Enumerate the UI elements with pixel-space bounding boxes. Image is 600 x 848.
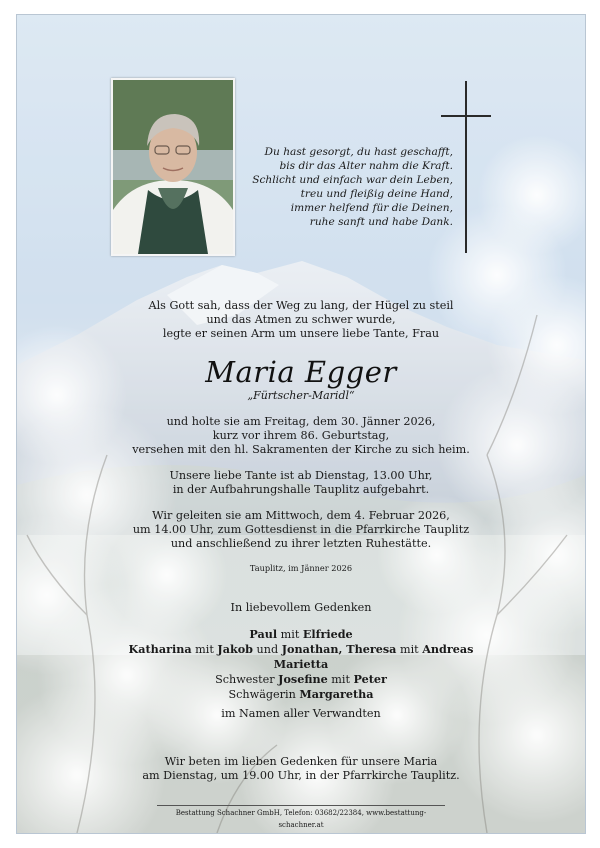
mourners-list	[17, 627, 585, 702]
poem-line: Schlicht und einfach war dein Leben,	[252, 174, 453, 186]
relation: Schwester	[215, 673, 279, 686]
prayer-text	[17, 755, 585, 783]
death-line: versehen mit den hl. Sakramenten der Kirche zu sich heim.	[132, 443, 470, 456]
mourner-name: Jonathan, Theresa	[281, 642, 397, 656]
prayer-line: Wir beten im lieben Gedenken für unsere Maria	[164, 755, 438, 768]
viewing-line: Unsere liebe Tante ist ab Dienstag, 13.00 Uhr,	[169, 469, 433, 482]
deceased-nickname: „Fürtscher-Maridl“	[247, 389, 355, 402]
mourner-name: Peter	[353, 672, 387, 686]
mourner-name: Paul	[249, 627, 278, 641]
mourner-line	[17, 642, 585, 657]
poem-line: treu und fleißig deine Hand,	[300, 188, 453, 200]
mourner-name: Elfriede	[302, 627, 353, 641]
viewing-text	[17, 469, 585, 497]
death-text	[17, 415, 585, 457]
connector: mit	[327, 673, 354, 686]
funeral-text	[17, 509, 585, 551]
deceased-name: Maria Egger	[205, 355, 397, 389]
intro-line: Als Gott sah, dass der Weg zu lang, der Hügel zu steil	[148, 299, 454, 312]
portrait-photo	[111, 78, 235, 256]
poem-line: bis dir das Alter nahm die Kraft.	[279, 160, 453, 172]
connector: mit	[277, 628, 303, 641]
mourner-name: Josefine	[278, 672, 328, 686]
connector: mit	[191, 643, 218, 656]
intro-line: und das Atmen zu schwer wurde,	[206, 313, 396, 326]
connector: mit	[396, 643, 423, 656]
mourners-heading: In liebevollem Gedenken	[230, 601, 372, 614]
intro-text	[17, 299, 585, 341]
prayer-line: am Dienstag, um 19.00 Uhr, in der Pfarrkirche Tauplitz.	[142, 769, 460, 782]
mourners-closing: im Namen aller Verwandten	[221, 707, 381, 720]
poem-line: immer helfend für die Deinen,	[290, 202, 453, 214]
funeral-line: Wir geleiten sie am Mittwoch, dem 4. Februar 2026,	[152, 509, 450, 522]
mourner-line	[17, 657, 585, 672]
mourner-line	[17, 687, 585, 702]
mourner-line	[17, 627, 585, 642]
intro-line: legte er seinen Arm um unsere liebe Tante, Frau	[162, 327, 440, 340]
poem-line: ruhe sanft und habe Dank.	[309, 216, 453, 228]
poem	[227, 145, 453, 229]
footer-contact: Bestattung Schachner GmbH, Telefon: 03682/22384, www.bestattung-schachner.at	[157, 805, 445, 831]
mourner-name: Andreas	[422, 642, 474, 656]
mourner-name: Jakob	[217, 642, 253, 656]
death-line: kurz vor ihrem 86. Geburtstag,	[212, 429, 390, 442]
cross-horizontal-bar	[441, 115, 491, 117]
viewing-line: in der Aufbahrungshalle Tauplitz aufgebahrt.	[172, 483, 430, 496]
cross-vertical-bar	[465, 81, 467, 253]
poem-line: Du hast gesorgt, du hast geschafft,	[264, 146, 453, 158]
funeral-line: um 14.00 Uhr, zum Gottesdienst in die Pfarrkirche Tauplitz	[132, 523, 470, 536]
place-date: Tauplitz, im Jänner 2026	[249, 563, 353, 573]
notice-frame	[16, 14, 586, 834]
mourner-name: Katharina	[128, 642, 192, 656]
mourner-line	[17, 672, 585, 687]
connector: und	[253, 643, 282, 656]
funeral-line: und anschließend zu ihrer letzten Ruhestätte.	[170, 537, 432, 550]
mourner-name: Marietta	[273, 657, 329, 671]
relation: Schwägerin	[228, 688, 300, 701]
mourner-name: Margaretha	[299, 687, 374, 701]
death-line: und holte sie am Freitag, dem 30. Jänner 2026,	[166, 415, 436, 428]
